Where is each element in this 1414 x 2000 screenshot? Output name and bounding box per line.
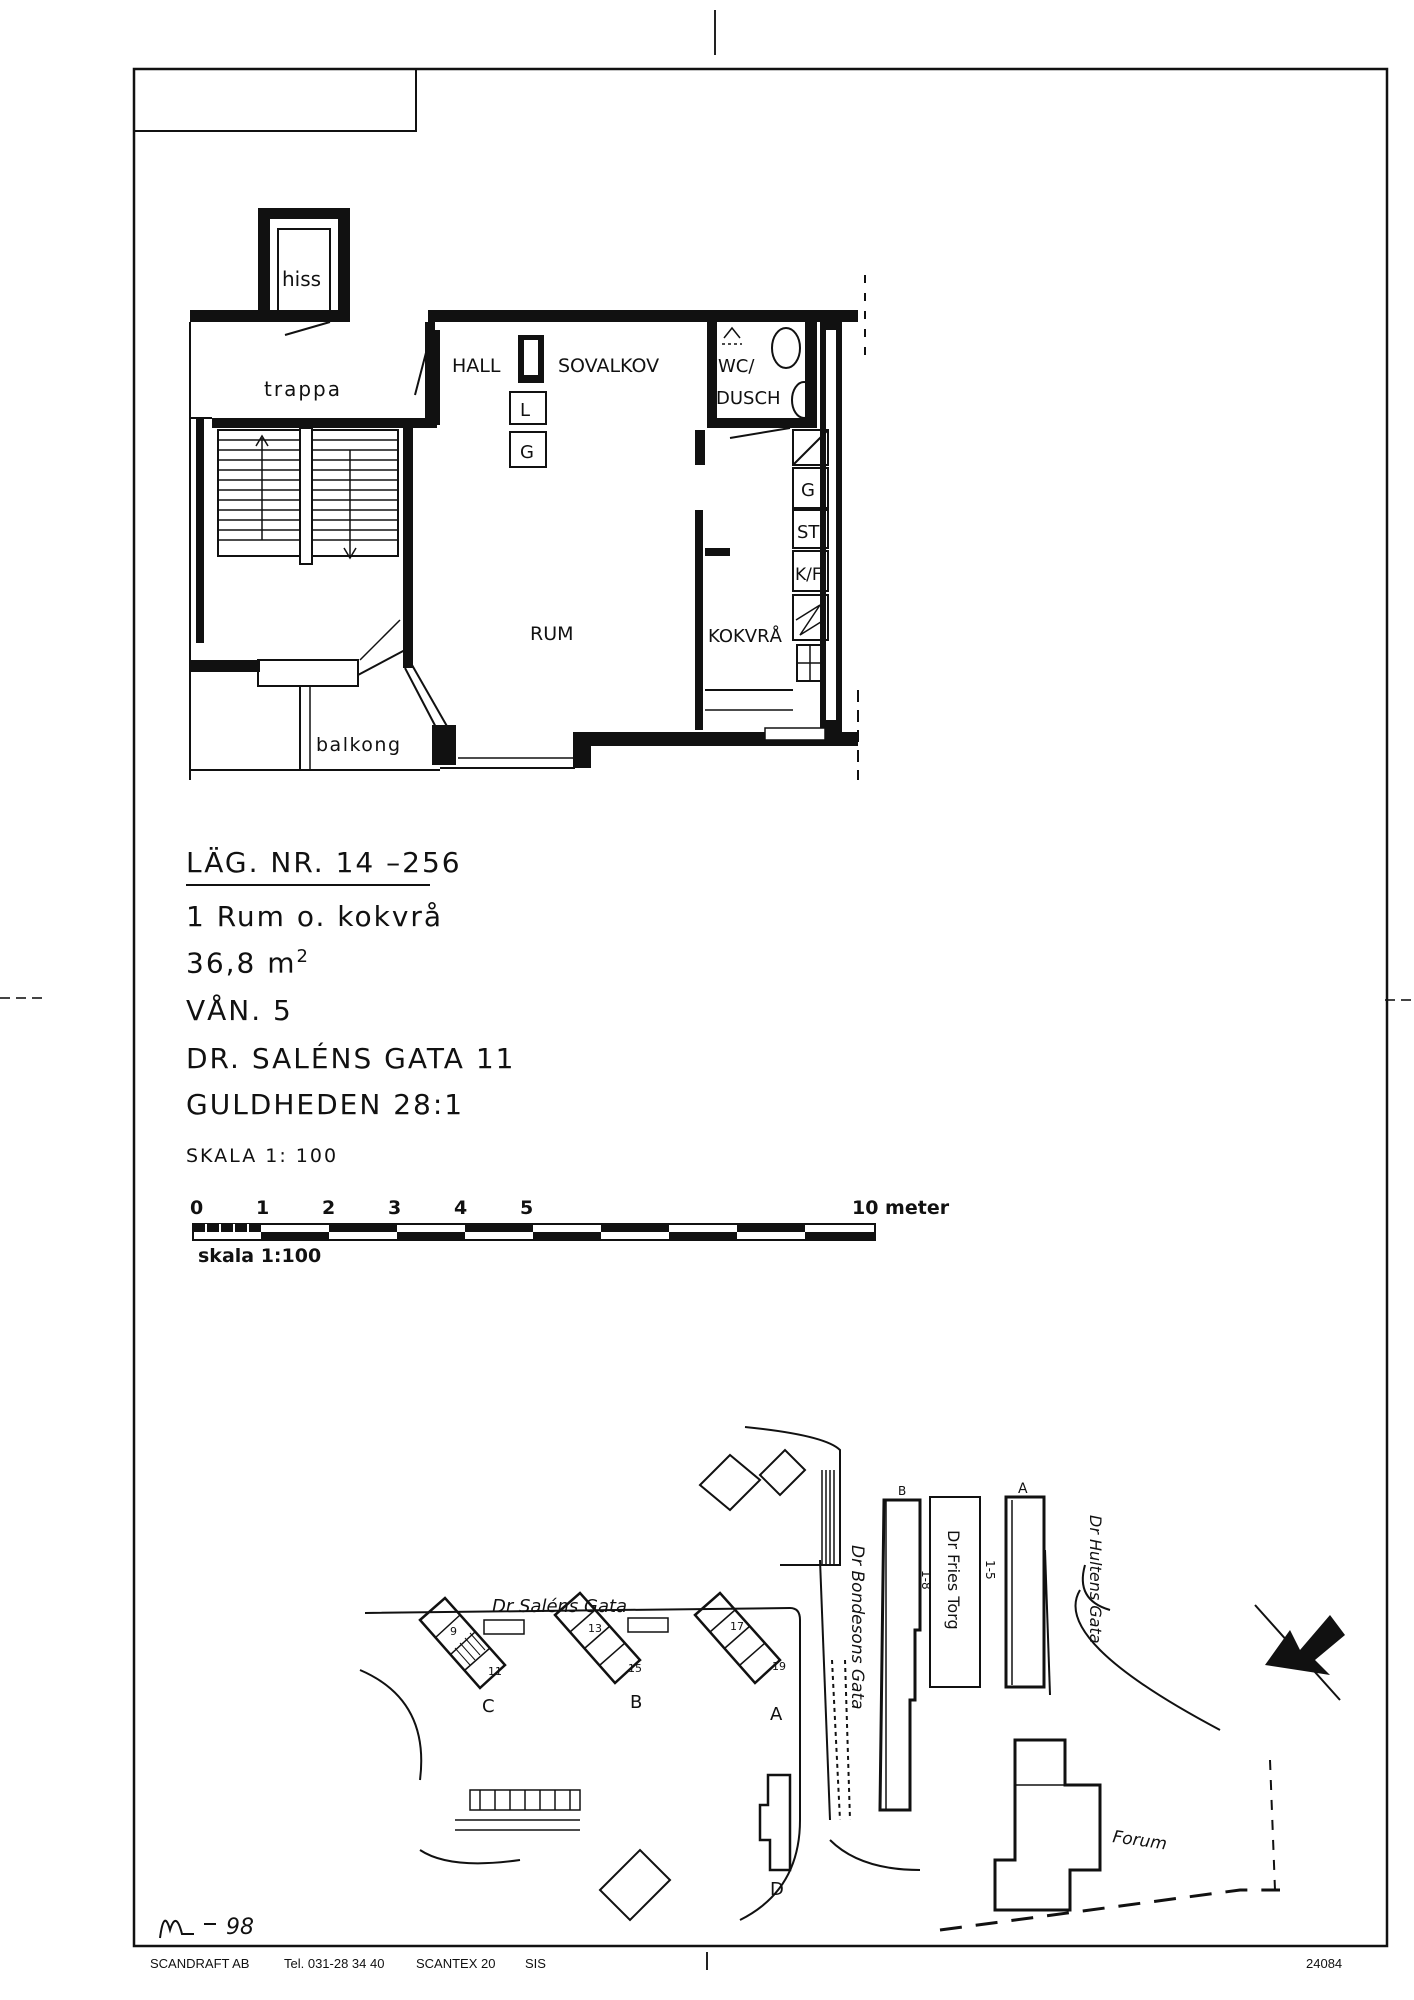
house-number-17: 17 xyxy=(730,1620,744,1633)
footer-company: SCANDRAFT AB xyxy=(150,1956,250,1971)
scale-bar xyxy=(0,1190,1414,1280)
scale-end-label: 10 meter xyxy=(852,1197,950,1219)
floor-number: VÅN. 5 xyxy=(186,994,293,1027)
floor-area xyxy=(186,946,310,979)
property-designation: GULDHEDEN 28:1 xyxy=(186,1088,465,1121)
room-label-wc: WC/ xyxy=(718,356,755,377)
building-label-d: D xyxy=(770,1879,784,1900)
house-number-1-8: 1-8 xyxy=(919,1570,933,1590)
apartment-number: LÄG. NR. 14 –256 xyxy=(186,846,462,879)
house-number-19: 19 xyxy=(772,1660,786,1673)
street-label-forum: Forum xyxy=(1111,1827,1169,1855)
house-number-9: 9 xyxy=(450,1625,457,1638)
floor-area-value: 36,8 m xyxy=(186,946,297,980)
building-label-c: C xyxy=(482,1696,495,1717)
signature xyxy=(154,1900,274,1950)
svg-text:98: 98 xyxy=(226,1915,254,1940)
exterior-wall-top xyxy=(190,310,858,322)
fixture-label-l: L xyxy=(520,400,531,421)
apartment-number-underline xyxy=(186,884,430,886)
fixture-label-kf: K/F xyxy=(795,565,822,585)
apartment-walls xyxy=(440,322,858,780)
north-arrow-icon xyxy=(1255,1605,1345,1700)
room-label-rum: RUM xyxy=(530,623,574,645)
scale-tick-2: 2 xyxy=(322,1197,336,1219)
building-label-a-right: A xyxy=(1018,1481,1028,1497)
street-label-salens-gata: Dr Saléns Gata xyxy=(492,1596,628,1617)
street-label-bondesons-gata: Dr Bondesons Gata xyxy=(847,1545,867,1710)
street-address: DR. SALÉNS GATA 11 xyxy=(186,1042,516,1075)
building-label-b-top: B xyxy=(898,1484,907,1498)
street-label-hultens-gata: Dr Hultens Gata xyxy=(1086,1515,1105,1644)
building-label-b: B xyxy=(630,1692,643,1713)
scale-text: SKALA 1: 100 xyxy=(186,1145,339,1167)
floor-area-unit-sup: 2 xyxy=(296,946,310,967)
footer-phone: Tel. 031-28 34 40 xyxy=(284,1956,385,1971)
scale-tick-5: 5 xyxy=(520,1197,534,1219)
room-label-balkong: balkong xyxy=(316,734,402,756)
room-label-dusch: DUSCH xyxy=(716,388,781,409)
room-label-trappa: trappa xyxy=(264,377,342,401)
room-label-sovalkov: SOVALKOV xyxy=(558,355,660,377)
street-label-fries-torg: Dr Fries Torg xyxy=(944,1530,963,1630)
footer-code: 24084 xyxy=(1306,1956,1343,1971)
footer-sis: SIS xyxy=(525,1956,546,1971)
house-number-15: 15 xyxy=(628,1662,642,1675)
scale-tick-1: 1 xyxy=(256,1197,270,1219)
house-number-13: 13 xyxy=(588,1622,602,1635)
room-label-hall: HALL xyxy=(452,355,501,377)
fixture-label-g-kitchen: G xyxy=(801,480,815,501)
room-label-hiss: hiss xyxy=(282,267,322,291)
house-number-1-5: 1-5 xyxy=(983,1560,997,1580)
fixture-label-st: ST xyxy=(797,522,820,543)
fixture-label-g-hall: G xyxy=(520,442,534,463)
house-number-11: 11 xyxy=(488,1665,502,1678)
building-label-a: A xyxy=(770,1704,783,1725)
footer-product: SCANTEX 20 xyxy=(416,1956,496,1971)
scale-tick-4: 4 xyxy=(454,1197,468,1219)
room-count: 1 Rum o. kokvrå xyxy=(186,900,444,933)
room-label-kokvra: KOKVRÅ xyxy=(708,626,782,647)
floor-plan xyxy=(0,0,1414,800)
scale-tick-0: 0 xyxy=(190,1197,204,1219)
scale-tick-3: 3 xyxy=(388,1197,402,1219)
scale-caption: skala 1:100 xyxy=(198,1245,322,1267)
